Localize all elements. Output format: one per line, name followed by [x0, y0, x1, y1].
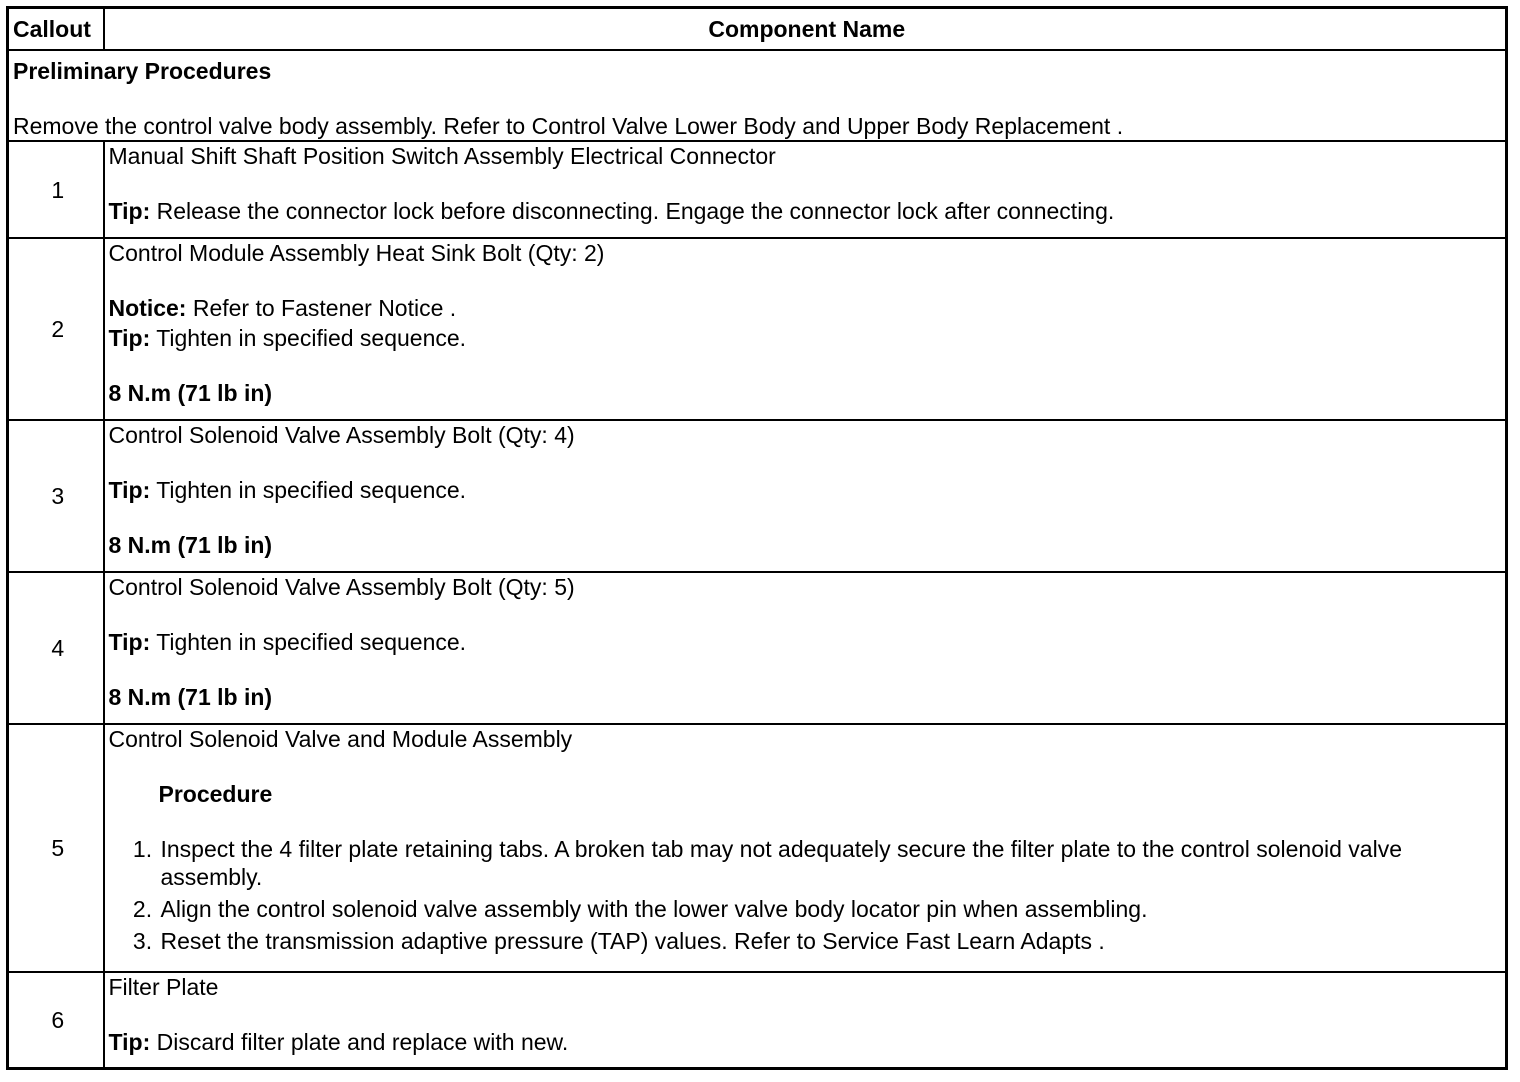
tip-text: Discard filter plate and replace with new. [150, 1029, 569, 1055]
notice-label: Notice: [108, 295, 187, 321]
table-row [8, 420, 1507, 572]
component-table [6, 6, 1508, 1070]
callout-number: 6 [8, 972, 104, 1068]
torque-spec: 8 N.m (71 lb in) [108, 532, 273, 558]
preliminary-text: Remove the control valve body assembly. Refer to Control Valve Lower Body and Upper Body Replacement . [13, 113, 1124, 139]
table-row [8, 238, 1507, 420]
notice-line [109, 294, 1506, 322]
tip-text: Tighten in specified sequence. [150, 325, 467, 351]
callout-number: 1 [8, 141, 104, 238]
callout-number: 3 [8, 420, 104, 572]
tip-label: Tip: [108, 477, 151, 503]
tip-label: Tip: [108, 198, 151, 224]
component-name: Manual Shift Shaft Position Switch Assembly Electrical Connector [108, 143, 776, 169]
tip-line [109, 197, 1506, 225]
procedure-step: 1. Inspect the 4 filter plate retaining tabs. A broken tab may not adequately secure the filter plate to the control solenoid valve assembly. [159, 835, 1506, 891]
callout-number: 2 [8, 238, 104, 420]
tip-text: Tighten in specified sequence. [150, 477, 467, 503]
table-row [8, 141, 1507, 238]
tip-line [109, 628, 1506, 656]
torque-spec: 8 N.m (71 lb in) [108, 380, 273, 406]
torque-spec: 8 N.m (71 lb in) [108, 684, 273, 710]
tip-line [109, 476, 1506, 504]
callout-number: 4 [8, 572, 104, 724]
table-row [8, 972, 1507, 1068]
component-name: Filter Plate [108, 974, 219, 1000]
component-name: Control Module Assembly Heat Sink Bolt (Qty: 2) [108, 240, 605, 266]
procedure-steps [109, 835, 1506, 955]
table-row [8, 572, 1507, 724]
preliminary-title: Preliminary Procedures [13, 58, 272, 84]
tip-text: Tighten in specified sequence. [150, 629, 467, 655]
tip-text: Release the connector lock before disconnecting. Engage the connector lock after connecting. [150, 198, 1115, 224]
component-name: Control Solenoid Valve Assembly Bolt (Qty: 5) [108, 574, 575, 600]
component-name: Control Solenoid Valve and Module Assembly [108, 726, 573, 752]
notice-text: Refer to Fastener Notice . [186, 295, 457, 321]
callout-header: Callout [8, 8, 104, 51]
procedure-step: 3. Reset the transmission adaptive pressure (TAP) values. Refer to Service Fast Learn Adapts . [159, 927, 1506, 955]
procedure-step: 2. Align the control solenoid valve assembly with the lower valve body locator pin when assembling. [159, 895, 1506, 923]
tip-label: Tip: [108, 1029, 151, 1055]
tip-line [109, 324, 1506, 352]
table-header-row [8, 8, 1507, 51]
preliminary-row [8, 50, 1507, 141]
component-name: Control Solenoid Valve Assembly Bolt (Qty: 4) [108, 422, 575, 448]
table-row [8, 724, 1507, 972]
tip-line [109, 1028, 1506, 1056]
procedure-title: Procedure [158, 781, 273, 807]
callout-number: 5 [8, 724, 104, 972]
tip-label: Tip: [108, 325, 151, 351]
component-name-header: Component Name [104, 8, 1507, 51]
tip-label: Tip: [108, 629, 151, 655]
